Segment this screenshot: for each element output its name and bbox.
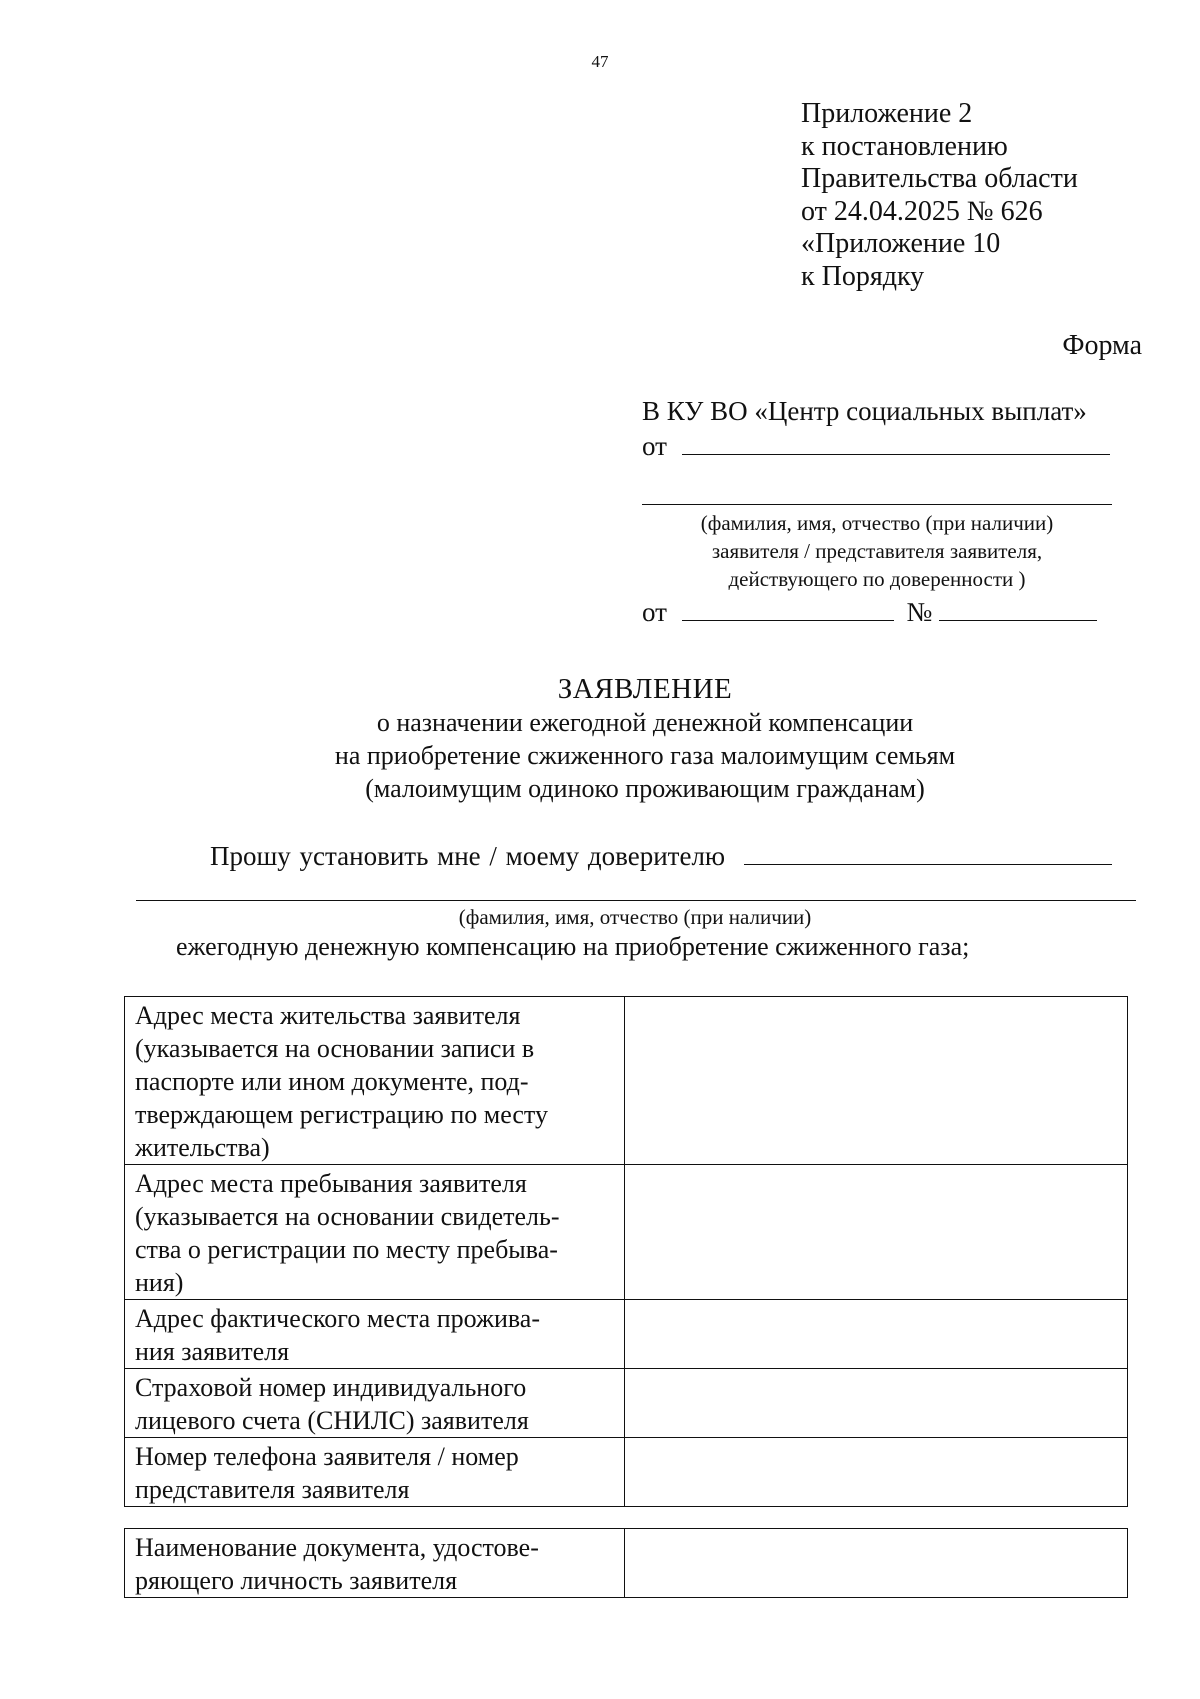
label-line: ряющего личность заявителя (135, 1566, 458, 1595)
number-field[interactable] (939, 594, 1097, 621)
label-line: паспорте или ином документе, под- (135, 1067, 529, 1096)
date-field[interactable] (682, 594, 894, 621)
appendix-header (801, 98, 1078, 293)
addressee-to: В КУ ВО «Центр социальных выплат» (642, 396, 1087, 426)
table-row (125, 1438, 1128, 1507)
row-label-actual-address (125, 1300, 625, 1369)
label-line: лицевого счета (СНИЛС) заявителя (135, 1406, 529, 1435)
request-name-field-continuation[interactable] (136, 900, 1136, 901)
appendix-line: к постановлению (801, 130, 1008, 162)
identity-document-value-cell[interactable] (625, 1529, 1128, 1598)
stay-address-value-cell[interactable] (625, 1165, 1128, 1300)
form-label: Форма (1062, 330, 1142, 361)
request-hint: (фамилия, имя, отчество (при наличии) (458, 905, 812, 929)
document-title: ЗАЯВЛЕНИЕ (557, 673, 733, 705)
table-row (125, 997, 1128, 1165)
phone-value-cell[interactable] (625, 1438, 1128, 1507)
applicant-name-hint (642, 509, 1112, 593)
number-sign: № (906, 597, 933, 627)
snils-value-cell[interactable] (625, 1369, 1128, 1438)
row-label-phone (125, 1438, 625, 1507)
from-name-field-continuation[interactable] (642, 504, 1112, 505)
row-label-stay-address (125, 1165, 625, 1300)
subtitle-line: на приобретение сжиженного газа малоимущим семьям (334, 741, 956, 770)
label-line: Номер телефона заявителя / номер (135, 1442, 519, 1471)
label-line: ства о регистрации по месту пребыва- (135, 1235, 558, 1264)
request-text: Прошу установить мне / моему доверителю (210, 841, 726, 871)
label-line: Адрес места пребывания заявителя (135, 1169, 527, 1198)
appendix-line: Правительства области (801, 163, 1078, 194)
hint-line: заявителя / представителя заявителя, (711, 539, 1043, 563)
row-label-residence-address (125, 997, 625, 1165)
label-line: Адрес фактического места прожива- (135, 1304, 540, 1333)
table-row (125, 1165, 1128, 1300)
date-number-row (642, 594, 1097, 628)
identity-document-table (124, 1528, 1128, 1598)
appendix-line: от 24.04.2025 № 626 (801, 195, 1043, 227)
subtitle-line: о назначении ежегодной денежной компенсации (376, 708, 914, 737)
subtitle-line: (малоимущим одиноко проживающим гражданам) (365, 774, 925, 803)
label-line: жительства) (135, 1133, 270, 1162)
label-line: Страховой номер индивидуального (135, 1373, 527, 1402)
label-line: ния) (135, 1268, 184, 1297)
title-block (0, 672, 1200, 805)
row-label-snils (125, 1369, 625, 1438)
from-prefix: от (642, 431, 667, 461)
label-line: представителя заявителя (135, 1475, 410, 1504)
applicant-info-table (124, 996, 1128, 1507)
actual-address-value-cell[interactable] (625, 1300, 1128, 1369)
appendix-line: к Порядку (801, 260, 925, 292)
date-prefix: от (642, 597, 667, 627)
label-line: ния заявителя (135, 1337, 290, 1366)
label-line: тверждающем регистрацию по месту (135, 1100, 548, 1129)
table-row (125, 1300, 1128, 1369)
addressee-from-row (642, 428, 1110, 462)
residence-address-value-cell[interactable] (625, 997, 1128, 1165)
compensation-text: ежегодную денежную компенсацию на приобретение сжиженного газа; (176, 932, 970, 961)
appendix-line: Приложение 2 (801, 98, 973, 129)
label-line: Адрес места жительства заявителя (135, 1001, 521, 1030)
from-name-field[interactable] (682, 428, 1110, 455)
request-name-field[interactable] (744, 838, 1112, 865)
appendix-line: «Приложение 10 (801, 228, 1001, 259)
hint-line: (фамилия, имя, отчество (при наличии) (700, 511, 1054, 535)
hint-line: действующего по доверенности ) (728, 567, 1026, 591)
label-line: (указывается на основании записи в (135, 1034, 535, 1063)
row-label-identity-document (125, 1529, 625, 1598)
label-line: Наименование документа, удостове- (135, 1533, 539, 1562)
label-line: (указывается на основании свидетель- (135, 1202, 560, 1231)
table-row (125, 1529, 1128, 1598)
page-number: 47 (591, 52, 609, 71)
table-row (125, 1369, 1128, 1438)
request-row (210, 838, 1112, 872)
